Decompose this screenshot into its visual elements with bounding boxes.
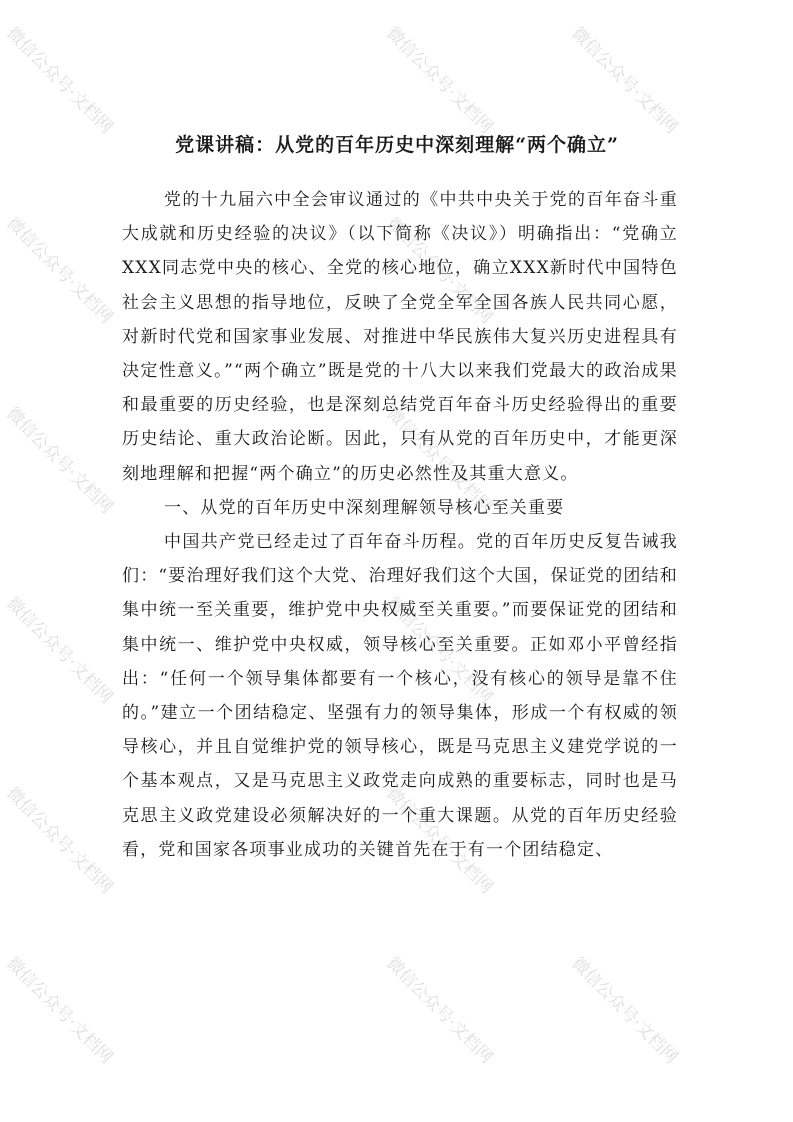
watermark: 微信公众号·文档网 (2, 213, 117, 328)
watermark: 微信公众号·文档网 (382, 783, 497, 898)
watermark: 微信公众号·文档网 (2, 593, 117, 708)
document-title: 党课讲稿：从党的百年历史中深刻理解“两个确立” (175, 134, 619, 156)
section-paragraph: 中国共产党已经走过了百年奋斗历程。党的百年历史反复告诫我们：“要治理好我们这个大党、治理好我们这个大国，保证党的团结和集中统一至关重要，维护党中央权威至关重要。”而要保证党的团结和集中统一、维护党中央权威，领导核心至关重要。正如邓小平曾经指出：“任何一个领导集体都要有一个核心，没有核心的领导是靠不住的。”建立一个团结稳定、坚强有力的领导集体，形成一个有权威的领导核心，并且自觉维护党的领导核心，既是马克思主义建党学说的一个基本观点，又是马克思主义政党走向成熟的重要标志，同时也是马克思主义政党建设必须解决好的一个重大课题。从党的百年历史经验看，党和国家各项事业成功的关键首先在于有一个团结稳定、 (122, 532, 678, 860)
watermark: 微信公众号·文档网 (382, 953, 497, 1068)
watermark: 微信公众号·文档网 (2, 953, 117, 1068)
document-body (122, 132, 678, 867)
intro-paragraph: 党的十九届六中全会审议通过的《中共中央关于党的百年奋斗重大成就和历史经验的决议》（以下简称《决议》）明确指出：“党确立XXX同志党中央的核心、全党的核心地位，确立XXX新时代中国特色社会主义思想的指导地位，反映了全党全军全国各族人民共同心愿，对新时代党和国家事业发展、对推进中华民族伟大复兴历史进程具有决定性意义。”“两个确立”既是党的十八大以来我们党最大的政治成果和最重要的历史经验，也是深刻总结党百年奋斗历史经验得出的重要历史结论、重大政治论断。因此，只有从党的百年历史中，才能更深刻地理解和把握“两个确立”的历史必然性及其重大意义。 (122, 190, 678, 484)
watermark: 微信公众号·文档网 (2, 783, 117, 898)
watermark: 微信公众号·文档网 (382, 213, 497, 328)
section-heading: 一、从党的百年历史中深刻理解领导核心至关重要 (164, 497, 565, 518)
watermark: 微信公众号·文档网 (2, 403, 117, 518)
watermark: 微信公众号·文档网 (2, 23, 117, 138)
watermark: 微信公众号·文档网 (567, 953, 682, 1068)
watermark: 微信公众号·文档网 (382, 403, 497, 518)
watermark: 微信公众号·文档网 (567, 23, 682, 138)
watermark: 微信公众号·文档网 (382, 593, 497, 708)
watermark: 微信公众号·文档网 (382, 23, 497, 138)
